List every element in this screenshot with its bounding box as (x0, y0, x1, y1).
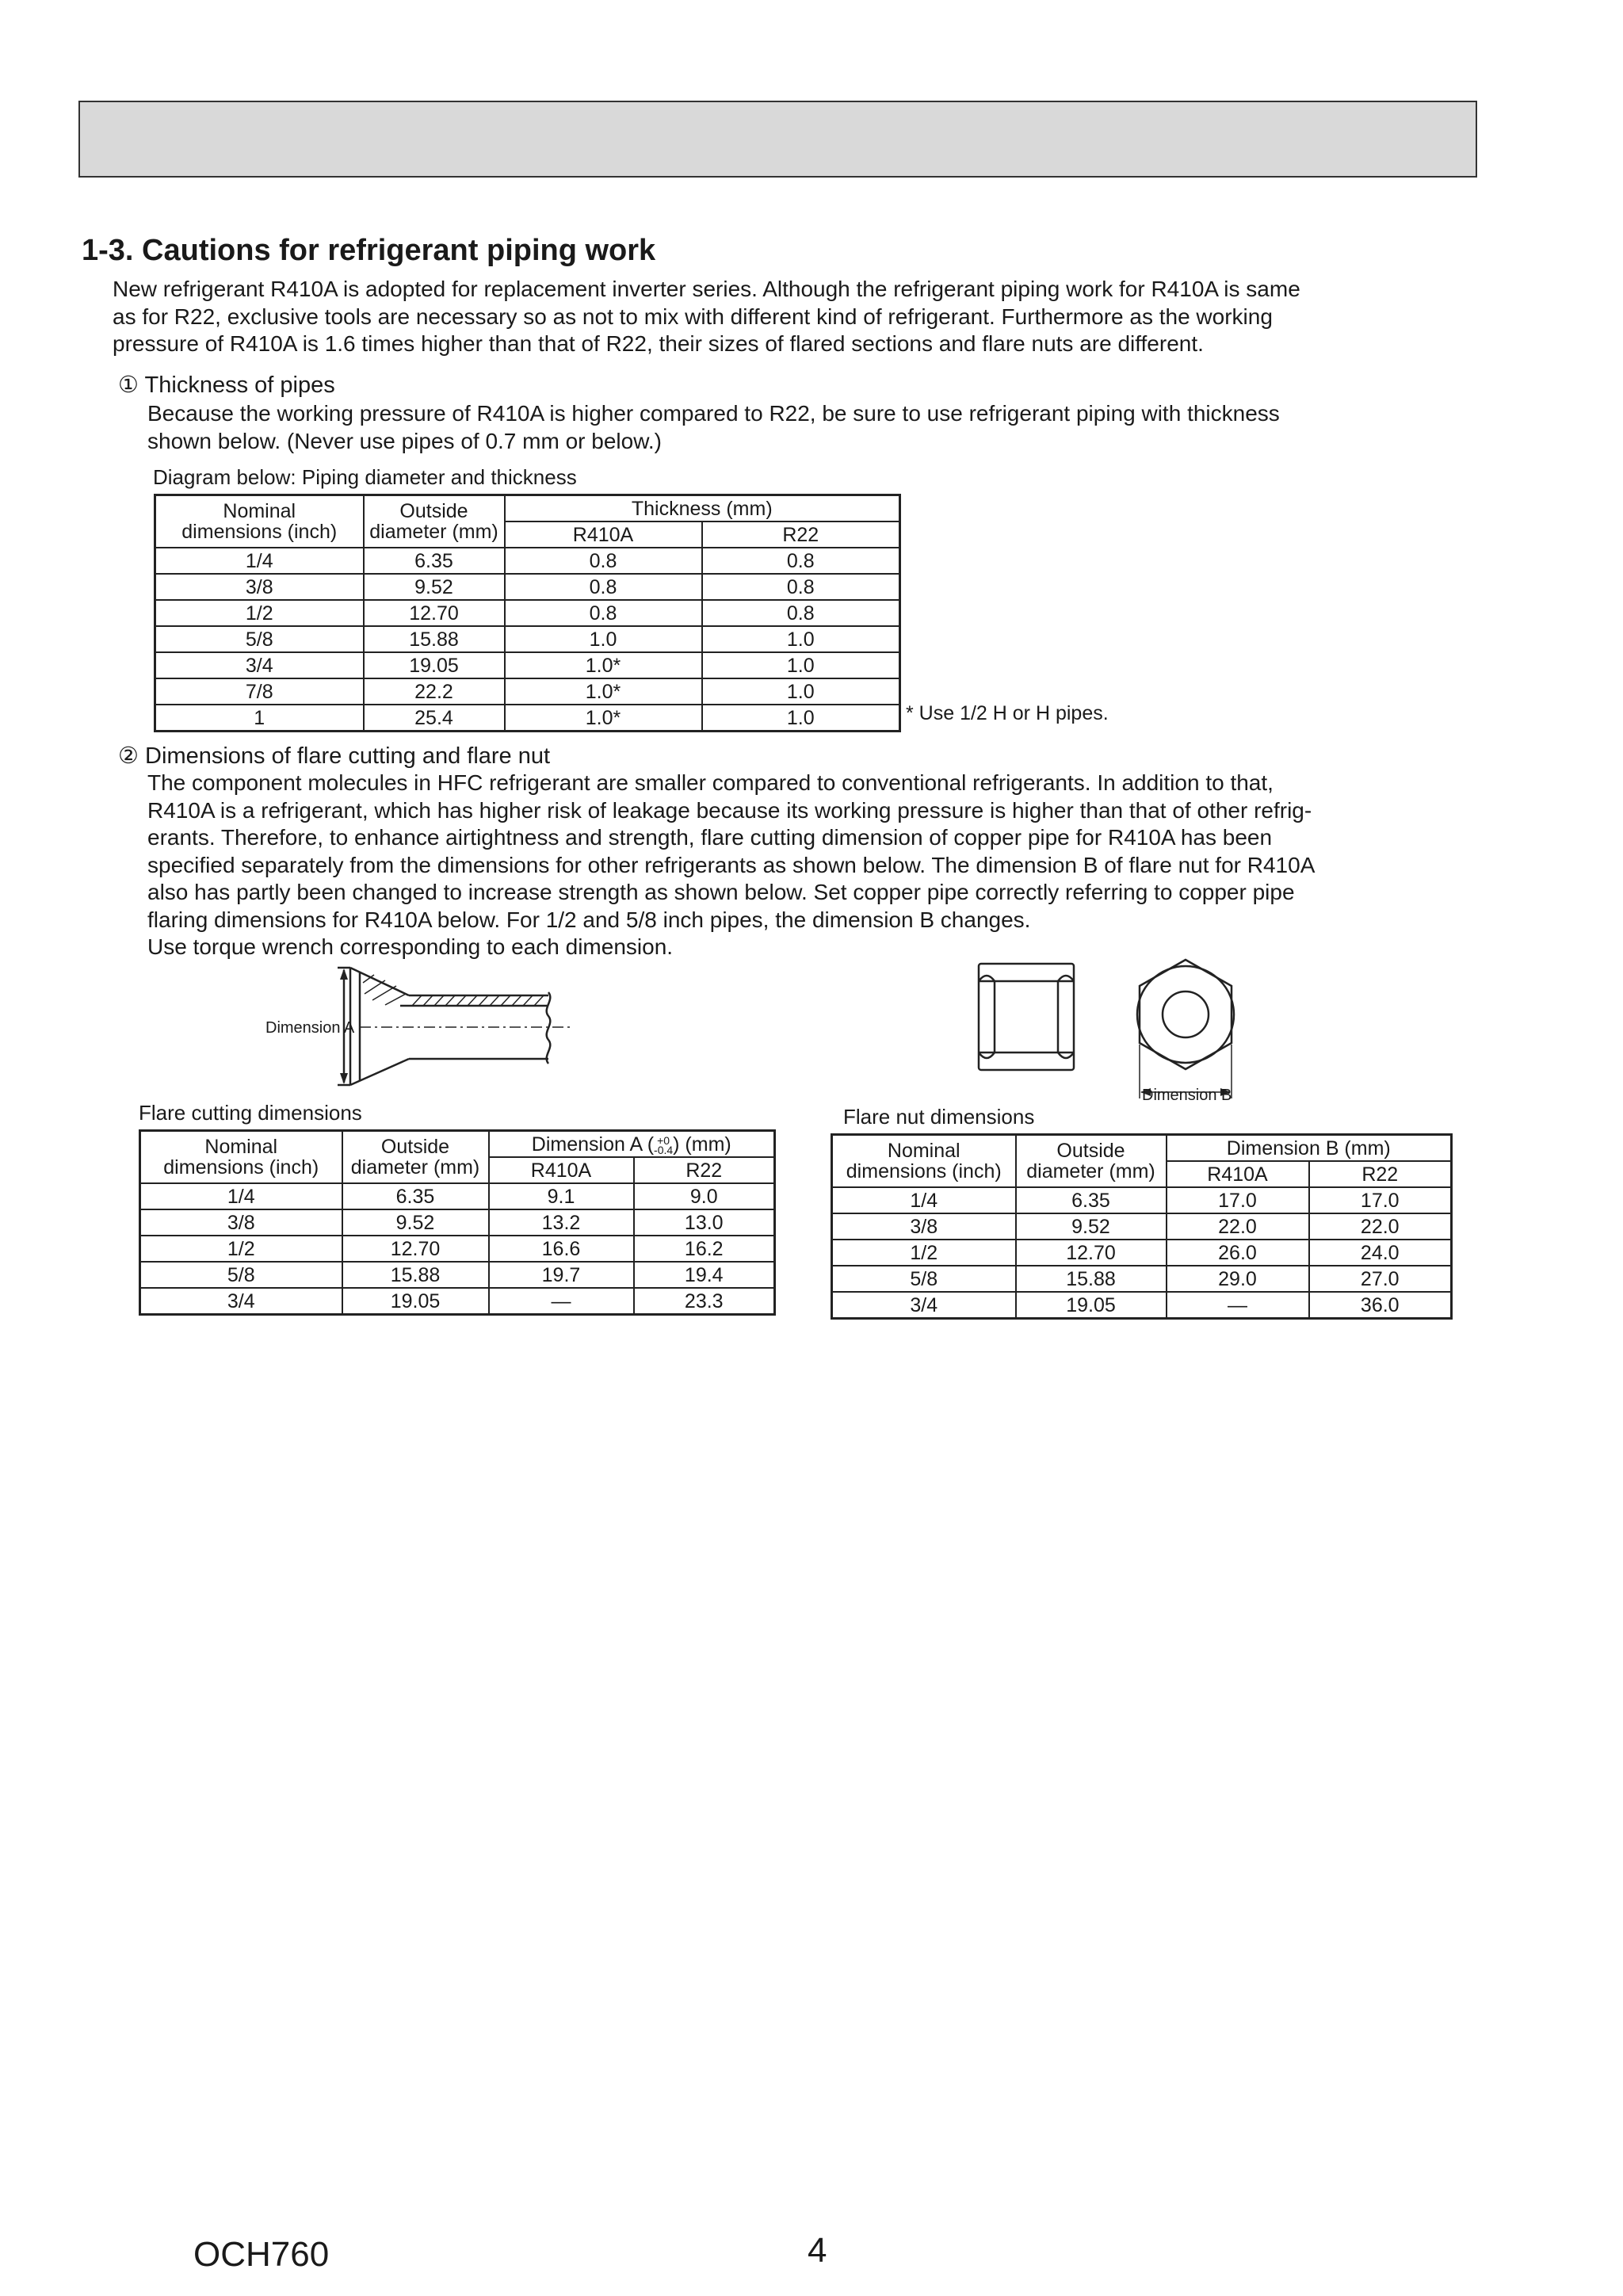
cell-nominal: 1/2 (140, 1236, 342, 1262)
cell-r410a: 1.0* (505, 678, 702, 705)
table-row (832, 1240, 1452, 1266)
table-row (155, 600, 900, 626)
table-row (140, 1183, 775, 1209)
thickness-note: * Use 1/2 H or H pipes. (906, 702, 1109, 724)
cell-nominal: 7/8 (155, 678, 364, 705)
header-r22: R22 (1309, 1161, 1452, 1187)
header-outside-line2: diameter (mm) (350, 1156, 480, 1179)
cell-outside: 22.2 (364, 678, 505, 705)
cell-outside: 15.88 (342, 1262, 489, 1288)
cell-r22: 22.0 (1309, 1213, 1452, 1240)
cell-r22: 1.0 (702, 678, 900, 705)
table-row (832, 1266, 1452, 1292)
header-nominal-line2: dimensions (inch) (846, 1160, 1002, 1182)
header-outside-line2: diameter (mm) (369, 521, 498, 543)
cell-r410a: 13.2 (489, 1209, 634, 1236)
flare-nut-side-view (972, 961, 1083, 1073)
dimension-a-suffix: ) (mm) (673, 1133, 731, 1156)
header-outside (342, 1131, 489, 1184)
dimension-a-tolerance (654, 1133, 674, 1156)
cell-outside: 15.88 (364, 626, 505, 652)
header-nominal (832, 1135, 1016, 1188)
table-row (155, 678, 900, 705)
flare-cutting-header-row (140, 1131, 775, 1158)
cell-outside: 12.70 (364, 600, 505, 626)
cell-outside: 6.35 (342, 1183, 489, 1209)
cell-r410a: 0.8 (505, 548, 702, 574)
flare-cutting-caption: Flare cutting dimensions (139, 1101, 362, 1125)
cell-nominal: 3/4 (832, 1292, 1016, 1319)
cell-nominal: 1/4 (155, 548, 364, 574)
flare-line: The component molecules in HFC refrigerant are smaller compared to conventional refrigerants. In addition to that, (147, 770, 1274, 795)
header-nominal-line2: dimensions (inch) (163, 1156, 319, 1179)
cell-r410a: 9.1 (489, 1183, 634, 1209)
cell-r410a: 16.6 (489, 1236, 634, 1262)
cell-outside: 6.35 (1016, 1187, 1167, 1213)
cell-nominal: 3/4 (140, 1288, 342, 1315)
header-bar (78, 101, 1477, 178)
cell-r22: 1.0 (702, 626, 900, 652)
cell-nominal: 3/8 (832, 1213, 1016, 1240)
header-outside-line1: Outside (380, 1136, 450, 1158)
header-nominal-line1: Nominal (887, 1140, 960, 1162)
table-row (155, 652, 900, 678)
table-row (155, 705, 900, 732)
flare-nut-header-row (832, 1135, 1452, 1162)
dimension-b-label: Dimension B (1142, 1087, 1232, 1104)
header-nominal (140, 1131, 342, 1184)
cell-nominal: 3/8 (155, 574, 364, 600)
table-row (140, 1209, 775, 1236)
flare-line: R410A is a refrigerant, which has higher risk of leakage because its working pressure is higher than that of other refrig- (147, 797, 1312, 823)
tolerance-minus: -0.4 (654, 1143, 674, 1156)
table-row (140, 1288, 775, 1315)
cell-r410a: — (1167, 1292, 1309, 1319)
header-nominal-line2: dimensions (inch) (181, 521, 338, 543)
flare-line: flaring dimensions for R410A below. For 1/2 and 5/8 inch pipes, the dimension B changes. (147, 907, 1031, 932)
cell-r410a: 0.8 (505, 574, 702, 600)
cell-outside: 9.52 (364, 574, 505, 600)
flare-line: specified separately from the dimensions for other refrigerants as shown below. The dimension B of flare nut for R410A (147, 852, 1316, 877)
cell-r410a: 17.0 (1167, 1187, 1309, 1213)
header-outside-line1: Outside (1056, 1140, 1125, 1162)
cell-r22: 16.2 (634, 1236, 775, 1262)
cell-outside: 12.70 (342, 1236, 489, 1262)
header-dimension-a (489, 1131, 775, 1158)
header-r410a: R410A (505, 521, 702, 548)
intro-paragraph (113, 276, 1300, 358)
intro-line: pressure of R410A is 1.6 times higher than that of R22, their sizes of flared sections and flare nuts are different. (113, 331, 1204, 356)
cell-outside: 9.52 (342, 1209, 489, 1236)
cell-r22: 1.0 (702, 652, 900, 678)
dimension-a-label: Dimension A (265, 1019, 355, 1037)
document-code: OCH760 (193, 2235, 330, 2274)
header-r410a: R410A (1167, 1161, 1309, 1187)
cell-r410a: 0.8 (505, 600, 702, 626)
cell-outside: 19.05 (364, 652, 505, 678)
cell-outside: 6.35 (364, 548, 505, 574)
table-row (140, 1236, 775, 1262)
cell-nominal: 3/8 (140, 1209, 342, 1236)
table-row (832, 1213, 1452, 1240)
cell-outside: 9.52 (1016, 1213, 1167, 1240)
cell-r22: 24.0 (1309, 1240, 1452, 1266)
thickness-line: shown below. (Never use pipes of 0.7 mm or below.) (147, 428, 662, 453)
cell-outside: 19.05 (1016, 1292, 1167, 1319)
thickness-table (154, 494, 901, 732)
thickness-heading: ① Thickness of pipes (118, 372, 335, 398)
cell-outside: 12.70 (1016, 1240, 1167, 1266)
flare-line: also has partly been changed to increase strength as shown below. Set copper pipe correctly referring to copper pipe (147, 880, 1295, 904)
cell-r22: 0.8 (702, 548, 900, 574)
cell-nominal: 1/4 (832, 1187, 1016, 1213)
flare-paragraph (147, 770, 1315, 961)
cell-r22: 9.0 (634, 1183, 775, 1209)
cell-r22: 0.8 (702, 600, 900, 626)
cell-r22: 1.0 (702, 705, 900, 732)
table-row (155, 626, 900, 652)
header-r410a: R410A (489, 1157, 634, 1183)
flare-line: Use torque wrench corresponding to each dimension. (147, 934, 674, 959)
cell-r22: 0.8 (702, 574, 900, 600)
header-r22: R22 (702, 521, 900, 548)
header-nominal (155, 495, 364, 548)
header-outside-line2: diameter (mm) (1026, 1160, 1155, 1182)
header-dimension-b: Dimension B (mm) (1167, 1135, 1452, 1162)
header-thickness: Thickness (mm) (505, 495, 900, 522)
cell-r410a: 1.0* (505, 705, 702, 732)
cell-r22: 36.0 (1309, 1292, 1452, 1319)
header-nominal-line1: Nominal (204, 1136, 278, 1158)
cell-outside: 15.88 (1016, 1266, 1167, 1292)
cell-nominal: 5/8 (155, 626, 364, 652)
flare-heading: ② Dimensions of flare cutting and flare nut (118, 743, 551, 769)
table-row (832, 1187, 1452, 1213)
cell-nominal: 1/4 (140, 1183, 342, 1209)
intro-line: as for R22, exclusive tools are necessary so as not to mix with different kind of refrigerant. Furthermore as the working (113, 304, 1273, 329)
header-nominal-line1: Nominal (223, 500, 296, 522)
header-outside-line1: Outside (399, 500, 468, 522)
table-row (832, 1292, 1452, 1319)
cell-r410a: 1.0 (505, 626, 702, 652)
cell-nominal: 1/2 (832, 1240, 1016, 1266)
thickness-header-row (155, 495, 900, 522)
cell-nominal: 5/8 (832, 1266, 1016, 1292)
cell-r410a: 22.0 (1167, 1213, 1309, 1240)
cell-outside: 19.05 (342, 1288, 489, 1315)
cell-nominal: 1/2 (155, 600, 364, 626)
flare-cutting-table (139, 1129, 776, 1316)
table-row (140, 1262, 775, 1288)
flare-line: erants. Therefore, to enhance airtightness and strength, flare cutting dimension of copper pipe for R410A has been (147, 825, 1273, 850)
cell-r410a: — (489, 1288, 634, 1315)
section-title: 1-3. Cautions for refrigerant piping work (82, 234, 656, 267)
intro-line: New refrigerant R410A is adopted for replacement inverter series. Although the refrigerant piping work for R410A is same (113, 277, 1300, 301)
cell-r22: 23.3 (634, 1288, 775, 1315)
dimension-a-prefix: Dimension A ( (531, 1133, 655, 1156)
flare-nut-table (831, 1133, 1453, 1320)
tolerance-plus: +0 (657, 1133, 670, 1147)
cell-outside: 25.4 (364, 705, 505, 732)
cell-r410a: 26.0 (1167, 1240, 1309, 1266)
thickness-caption: Diagram below: Piping diameter and thickness (153, 465, 577, 489)
cell-nominal: 5/8 (140, 1262, 342, 1288)
cell-nominal: 1 (155, 705, 364, 732)
table-row (155, 574, 900, 600)
cell-r22: 27.0 (1309, 1266, 1452, 1292)
thickness-paragraph (147, 400, 1280, 455)
cell-nominal: 3/4 (155, 652, 364, 678)
cell-r410a: 19.7 (489, 1262, 634, 1288)
cell-r22: 19.4 (634, 1262, 775, 1288)
cell-r410a: 29.0 (1167, 1266, 1309, 1292)
cell-r410a: 1.0* (505, 652, 702, 678)
thickness-line: Because the working pressure of R410A is higher compared to R22, be sure to use refrigerant piping with thickness (147, 401, 1280, 426)
cell-r22: 13.0 (634, 1209, 775, 1236)
header-outside (364, 495, 505, 548)
flare-nut-caption: Flare nut dimensions (843, 1105, 1035, 1129)
table-row (155, 548, 900, 574)
header-r22: R22 (634, 1157, 775, 1183)
cell-r22: 17.0 (1309, 1187, 1452, 1213)
page-number: 4 (808, 2231, 827, 2270)
header-outside (1016, 1135, 1167, 1188)
